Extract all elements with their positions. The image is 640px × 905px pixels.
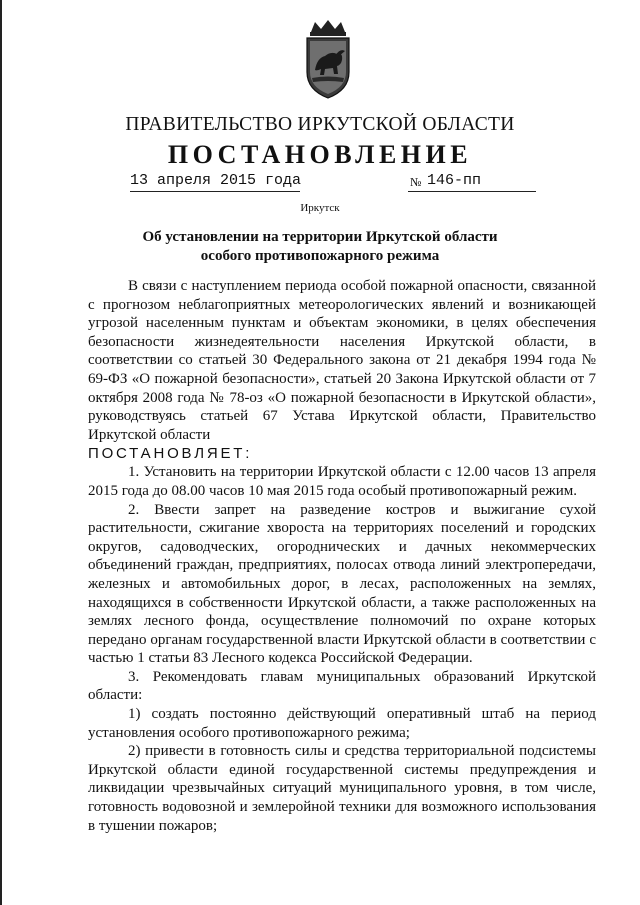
item-paragraph: 1. Установить на территории Иркутской области с 12.00 часов 13 апреля 2015 года до 08.00 часов 10 мая 2015 года особый противопожарный режим. [88,464,596,499]
document-title: Об установлении на территории Иркутской области особого противопожарного режима [142,229,498,264]
document-body [88,277,596,835]
date-underline [130,191,300,192]
coat-of-arms-icon [297,18,359,100]
subitem-paragraph: 2) привести в готовность силы и средства территориальной подсистемы Иркутской области единой государственной системы предупреждения и ликвидации чрезвычайных ситуаций муниципального уровня, в том числе, готовность водовозной и землеройной техники для возможного использования в тушении пожаров; [88,743,596,834]
subitem-paragraph: 1) создать постоянно действующий оперативный штаб на период установления особого противопожарного режима; [88,706,596,741]
document-date: 13 апреля 2015 года [130,172,302,189]
document-type: ПОСТАНОВЛЕНИЕ [167,140,473,169]
number-sign: № [410,175,422,189]
city-name: Иркутск [300,202,340,214]
preamble-paragraph: В связи с наступлением периода особой пожарной опасности, связанной с прогнозом неблагоприятных метеорологических явлений и возникающей угрозой населенным пунктам и объектам экономики, в целях обеспечения безопасности жизнедеятельности населения Иркутской области, в соответствии со статьей 30 Федерального закона от 21 декабря 1994 года № 69-ФЗ «О пожарной безопасности», статьей 20 Закона Иркутской области от 7 октября 2008 года № 78-оз «О пожарной безопасности в Иркутской области», руководствуясь статьей 67 Устава Иркутской области, Правительство Иркутской области [88,278,596,443]
date-number-line [130,172,530,194]
number-underline [408,191,536,192]
document-number: 146-пп [427,172,482,189]
item-paragraph: 2. Ввести запрет на разведение костров и выжигание сухой растительности, сжигание хвороста на территориях поселений и городских округов, садоводческих, огороднических и дачных некоммерческих объединений граждан, предприятиях, полосах отвода линий электропередачи, железных и автомобильных дорог, в лесах, расположенных на землях, находящихся в собственности Иркутской области, а также расположенных на землях лесного фонда, осуществление полномочий по охране которых передано органам государственной власти Иркутской области в соответствии с частью 1 статьи 83 Лесного кодекса Российской Федерации. [88,501,596,667]
government-name: ПРАВИТЕЛЬСТВО ИРКУТСКОЙ ОБЛАСТИ [125,114,515,135]
item-paragraph: 3. Рекомендовать главам муниципальных образований Иркутской области: [88,668,596,704]
resolve-heading: ПОСТАНОВЛЯЕТ: [88,445,253,463]
